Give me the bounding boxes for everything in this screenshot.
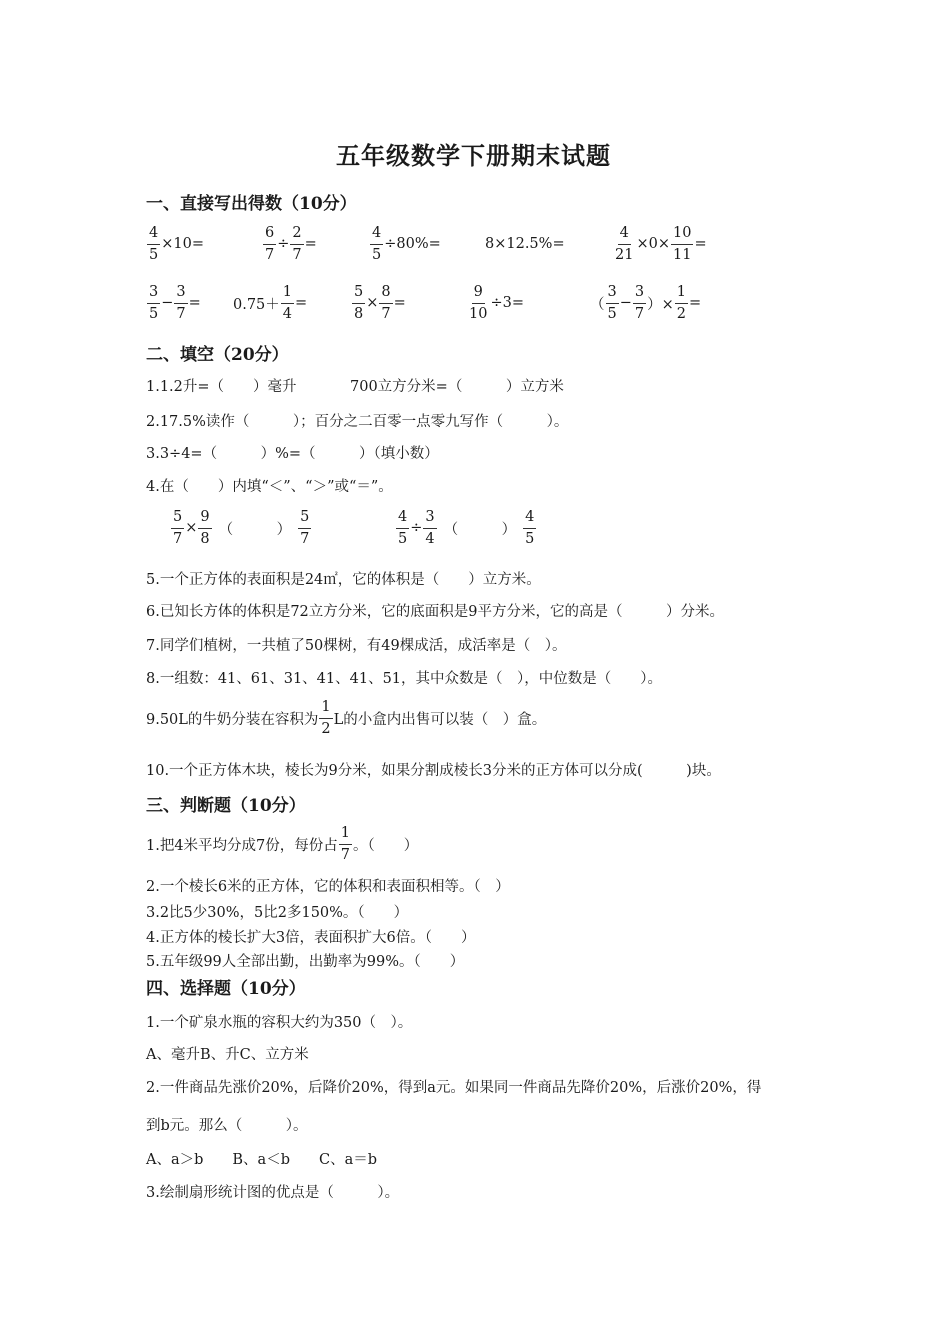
s1-row1-expr5: $\frac{4}{21}$ ×0× $\frac{10}{11}$ = (615, 225, 707, 263)
answer-blank[interactable]: （ ） (218, 521, 292, 538)
s2-question-1a: 1.1.2升=（ ）毫升 (146, 379, 297, 395)
s2-question-10: 10.一个正方体木块，棱长为9分米，如果分割成棱长3分米的正方体可以分成( )块。 (146, 763, 721, 779)
fraction: $\frac{5}{8}$ (354, 284, 364, 322)
fraction: $\frac{4}{5}$ (525, 509, 535, 547)
fraction: $\frac{4}{5}$ (398, 509, 408, 547)
s4-question-2-line2: 到b元。那么（ ）。 (146, 1118, 308, 1134)
s2-question-3: 3.3÷4=（ ）%=（ ）（填小数） (146, 446, 439, 462)
fraction: $\frac{3}{5}$ (607, 284, 617, 322)
fraction: $\frac{3}{4}$ (425, 509, 435, 547)
section1-heading: 一、直接写出得数（10分） (146, 194, 357, 214)
fraction: $\frac{4}{21}$ (615, 225, 634, 263)
s2-question-7: 7.同学们植树，一共植了50棵树，有49棵成活，成活率是（ ）。 (146, 638, 567, 654)
s2-question-1b: 700立方分米=（ ）立方米 (350, 379, 564, 395)
s2-question-9: 9.50L的牛奶分装在容积为 $\frac{1}{2}$ L的小盒内出售可以装（ ）盒。 (146, 699, 547, 737)
fraction: $\frac{3}{7}$ (176, 284, 186, 322)
s2-question-6: 6.已知长方体的体积是72立方分米，它的底面积是9平方分米，它的高是（ ）分米。 (146, 604, 725, 620)
fraction: $\frac{1}{2}$ (321, 699, 331, 737)
s4-question-1-options: A、毫升B、升C、立方米 (146, 1047, 309, 1063)
fraction: $\frac{6}{7}$ (265, 225, 275, 263)
s3-question-2: 2.一个棱长6米的正方体，它的体积和表面积相等。（ ） (146, 879, 510, 895)
s1-row2-expr1: $\frac{3}{5}$ − $\frac{3}{7}$ = (149, 284, 201, 322)
s3-question-5: 5.五年级99人全部出勤，出勤率为99%。（ ） (146, 954, 465, 970)
s2-question-2: 2.17.5%读作（ ）；百分之二百零一点零九写作（ ）。 (146, 414, 569, 430)
s1-row2-expr2: 0.75＋ $\frac{1}{4}$ = (233, 284, 308, 322)
s1-row2-expr4: $\frac{9}{10}$ ÷3= (469, 284, 524, 322)
fraction: $\frac{5}{7}$ (173, 509, 183, 547)
s3-question-1: 1.把4米平均分成7份，每份占 $\frac{1}{7}$ 。（ ） (146, 825, 419, 863)
fraction: $\frac{1}{2}$ (676, 284, 687, 322)
fraction: $\frac{8}{7}$ (381, 284, 391, 322)
s4-question-2-line1: 2.一件商品先涨价20%，后降价20%，得到a元。如果同一件商品先降价20%，后涨价20%，得 (146, 1080, 762, 1096)
s3-question-3: 3.2比5少30%，5比2多150%。（ ） (146, 905, 409, 921)
section2-heading: 二、填空（20分） (146, 345, 289, 365)
s3-question-4: 4.正方体的棱长扩大3倍，表面积扩大6倍。（ ） (146, 930, 476, 946)
s1-row2-expr3: $\frac{5}{8}$ × $\frac{8}{7}$ = (354, 284, 406, 322)
s1-row1-expr2: $\frac{6}{7}$ ÷ $\frac{2}{7}$ = (265, 225, 317, 263)
fraction: $\frac{9}{10}$ (469, 284, 488, 322)
fraction: $\frac{3}{5}$ (149, 284, 159, 322)
s1-row1-expr4: 8×12.5%= (485, 236, 565, 252)
s2-compare-2: $\frac{4}{5}$ ÷ $\frac{3}{4}$ （ ） $\frac{4}{5}$ (398, 509, 535, 547)
fraction: $\frac{2}{7}$ (292, 225, 302, 263)
fraction: $\frac{1}{4}$ (282, 284, 293, 322)
answer-blank[interactable]: （ ） (443, 521, 517, 538)
fraction: $\frac{3}{7}$ (634, 284, 645, 322)
fraction: $\frac{10}{11}$ (672, 225, 692, 263)
s1-row1-expr1: $\frac{4}{5}$ ×10= (149, 225, 204, 263)
s4-question-2-options: A、a＞b B、a＜b C、a＝b (146, 1152, 378, 1168)
section4-heading: 四、选择题（10分） (146, 979, 306, 999)
fraction: $\frac{9}{8}$ (200, 509, 210, 547)
fraction: $\frac{4}{5}$ (149, 225, 159, 263)
s1-row1-expr3: $\frac{4}{5}$ ÷80%= (372, 225, 441, 263)
s2-question-8: 8.一组数：41、61、31、41、41、51，其中众数是（ ），中位数是（ ）。 (146, 671, 663, 687)
section3-heading: 三、判断题（10分） (146, 796, 306, 816)
s4-question-3: 3.绘制扇形统计图的优点是（ ）。 (146, 1185, 400, 1201)
fraction: $\frac{4}{5}$ (372, 225, 382, 263)
s2-question-5: 5.一个正方体的表面积是24㎡，它的体积是（ ）立方米。 (146, 572, 541, 588)
s2-question-4: 4.在（ ）内填“＜”、“＞”或“＝”。 (146, 479, 393, 495)
fraction: $\frac{1}{7}$ (340, 825, 351, 863)
s1-row2-expr5: （ $\frac{3}{5}$ − $\frac{3}{7}$ ）× $\frac{1}{2}$ = (590, 284, 702, 322)
s2-compare-1: $\frac{5}{7}$ × $\frac{9}{8}$ （ ） $\frac{5}{7}$ (173, 509, 310, 547)
s4-question-1: 1.一个矿泉水瓶的容积大约为350（ ）。 (146, 1015, 413, 1031)
page-title: 五年级数学下册期末试题 (336, 141, 611, 170)
fraction: $\frac{5}{7}$ (300, 509, 310, 547)
